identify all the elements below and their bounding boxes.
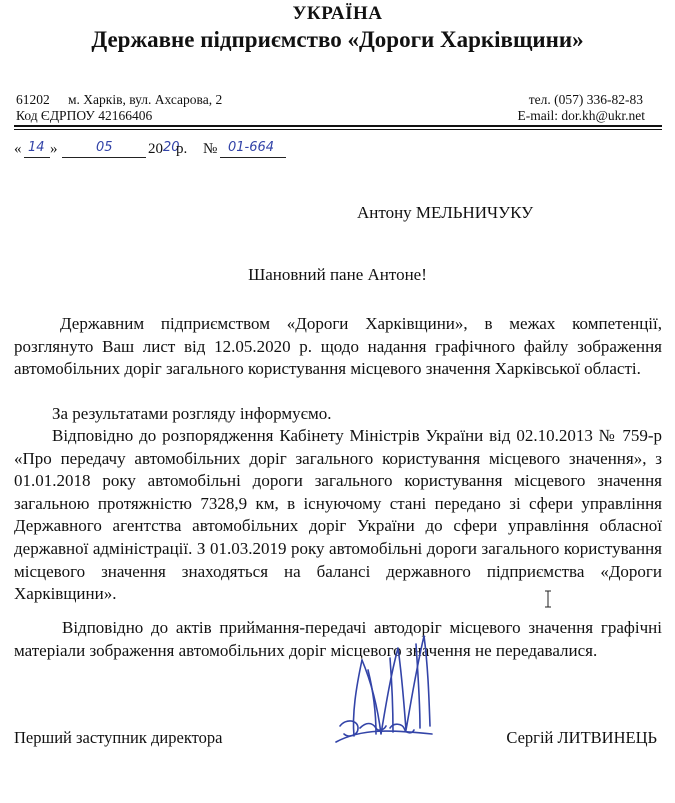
edrpou-code: Код ЄДРПОУ 42166406 [16, 108, 153, 123]
handwritten-signature [332, 618, 447, 758]
paragraph-3: Відповідно до розпорядження Кабінету Міністрів України від 02.10.2013 № 759-р «Про передачу автомобільних доріг загального користування місцевого значення», з 01.01.2018 року автомобільні дороги загального користування місцевого значення загальною протяжністю 7328,9 км, в існуючому стані передано зі сфери управління Державного агентства автомобільних доріг України до сфери управління обласної державної адміністрації. З 01.03.2019 року автомобільні дороги загального користування місцевого значення знаходяться на балансі державного підприємства «Дороги Харківщини». [14, 426, 662, 604]
number-label: № [203, 141, 218, 157]
country-title: УКРАЇНА [292, 3, 383, 24]
close-quote: » [50, 141, 58, 157]
signatory-position: Перший заступник директора [14, 728, 223, 747]
paragraph-4: Відповідно до актів приймання-передачі автодоріг місцевого значення графічні матеріали зображення автомобільних доріг місцевого значення не передавалися. [14, 618, 662, 660]
registration-month: 05 [96, 140, 113, 155]
organization-name: Державне підприємство «Дороги Харківщини» [91, 27, 584, 52]
signatory-name: Сергій ЛИТВИНЕЦЬ [506, 728, 657, 747]
month-underline [62, 157, 146, 158]
phone: тел. (057) 336-82-83 [528, 92, 643, 107]
registration-number: 01-664 [228, 140, 275, 155]
number-underline [220, 157, 286, 158]
email: E-mail: dor.kh@ukr.net [517, 108, 645, 123]
addressee: Антону МЕЛЬНИЧУКУ [357, 203, 534, 222]
postcode: 61202 [16, 92, 50, 107]
day-underline [24, 157, 50, 158]
year-tail: р. [176, 141, 188, 157]
paragraph-2: За результатами розгляду інформуємо. [52, 404, 332, 423]
year-prefix: 20 [148, 141, 163, 157]
text-cursor-icon [544, 590, 552, 608]
salutation: Шановний пане Антоне! [248, 265, 427, 284]
registration-day: 14 [28, 140, 45, 155]
header-rule-thick [14, 125, 662, 127]
header-rule-thin [14, 129, 662, 130]
year-suffix: 20 [163, 140, 180, 155]
address: м. Харків, вул. Ахсарова, 2 [68, 92, 223, 107]
open-quote: « [14, 141, 22, 157]
paragraph-1: Державним підприємством «Дороги Харківщини», в межах компетенції, розглянуто Ваш лист від 12.05.2020 р. щодо надання графічного файлу зображення автомобільних доріг загального користування місцевого значення Харківської області. [14, 314, 662, 379]
